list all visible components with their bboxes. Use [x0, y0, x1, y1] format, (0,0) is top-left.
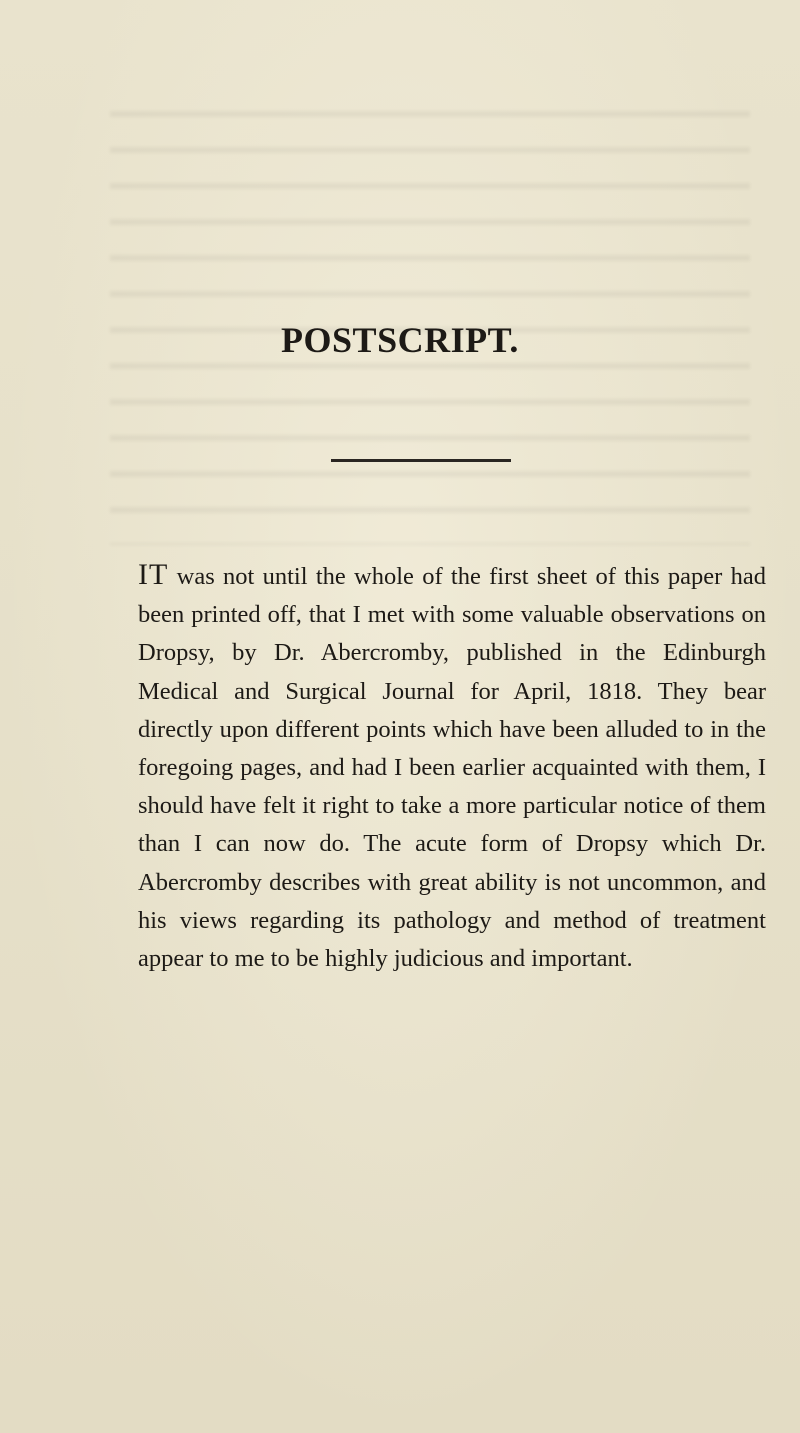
postscript-paragraph [138, 556, 766, 978]
bleed-through-text [110, 85, 750, 545]
paragraph-text: was not until the whole of the first sheet of this paper had been printed off, that I met with some valuable observations on Dropsy, by Dr. Abercromby, published in the Edinburgh Medical and Surgical Journal for April, 1818. They bear directly upon different points which have been alluded to in the foregoing pages, and had I been earlier acquainted with them, I should have felt it right to take a more particular notice of them than I can now do. The acute form of Dropsy which Dr. Abercromby describes with great ability is not uncommon, and his views regarding its pathology and method of treatment appear to me to be highly judicious and important. [138, 563, 766, 973]
page-title: POSTSCRIPT. [281, 320, 519, 360]
opening-word: IT [138, 558, 169, 591]
title-rule [331, 459, 511, 462]
